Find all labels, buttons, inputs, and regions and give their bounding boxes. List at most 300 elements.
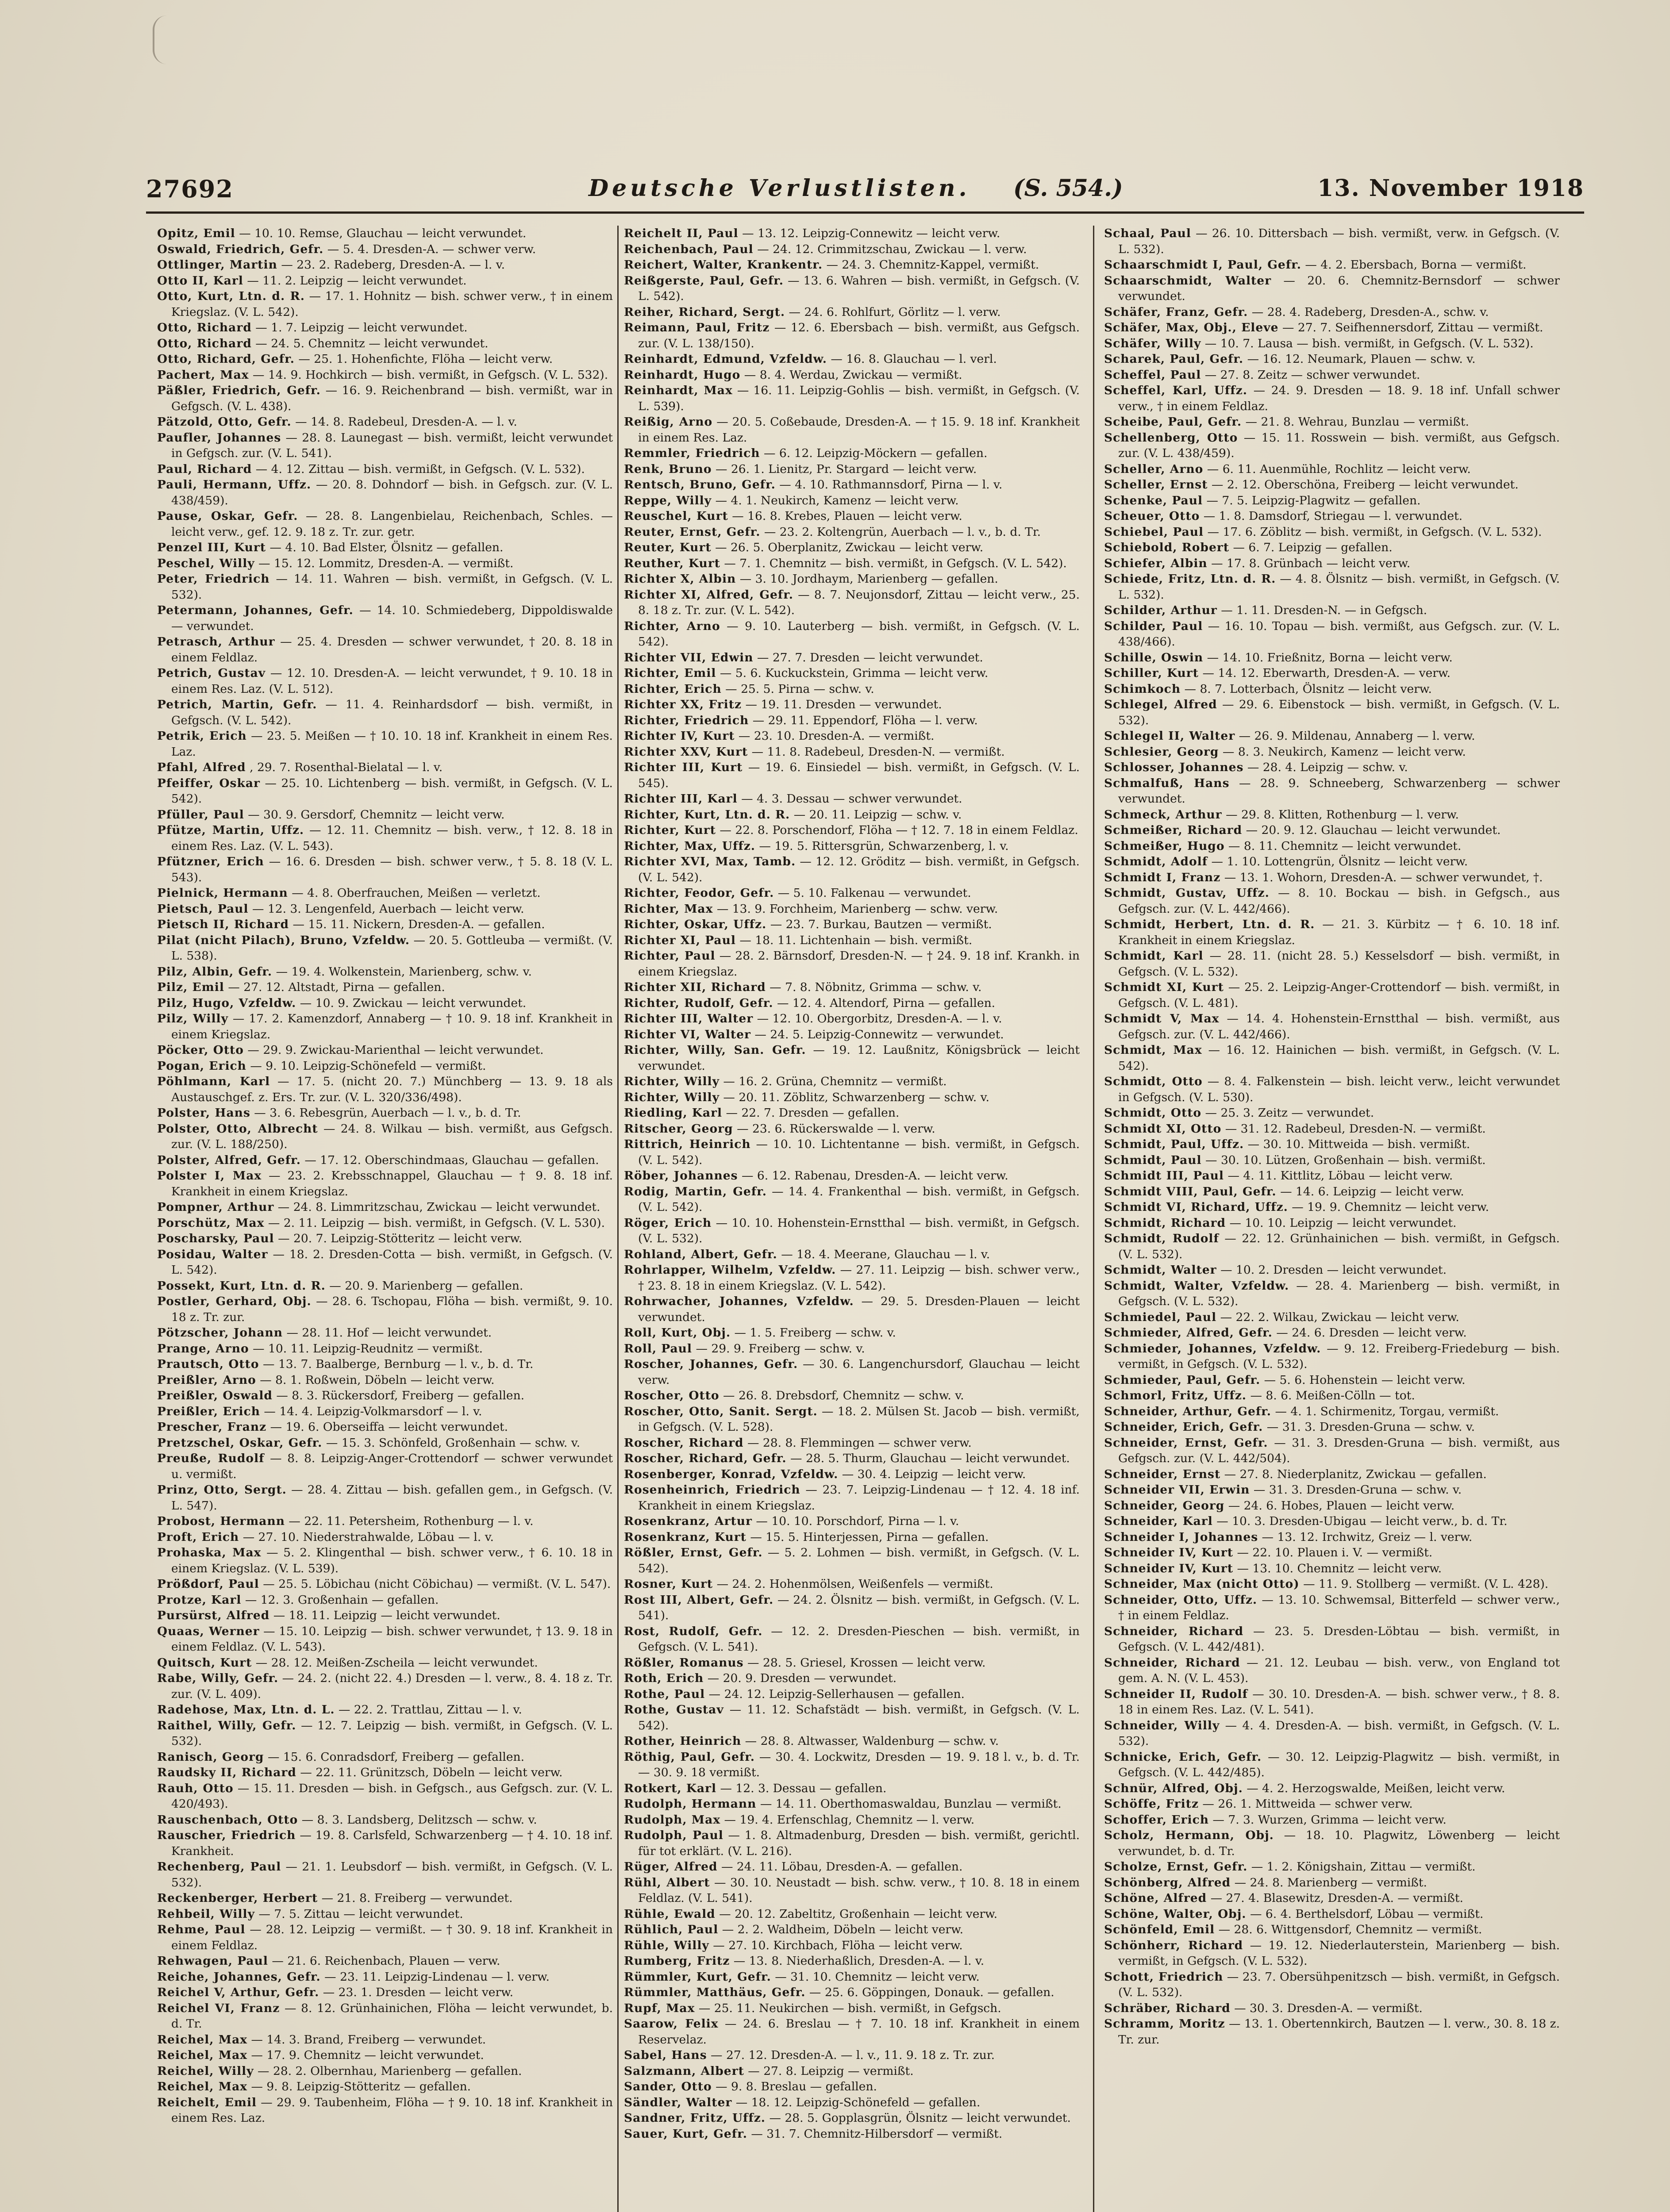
casualty-name: Sändler, Walter	[624, 2095, 732, 2109]
casualty-name: Schneider, Max (nicht Otto)	[1104, 1577, 1300, 1591]
casualty-entry	[624, 2016, 1080, 2047]
casualty-details: — 4. 10. Rathmannsdorf, Pirna — l. v.	[775, 478, 1003, 492]
casualty-entry	[624, 681, 1080, 697]
casualty-details: — 13. 10. Chemnitz — leicht verw.	[1233, 1561, 1442, 1575]
casualty-entry	[624, 2063, 1080, 2079]
casualty-name: Richter VI, Walter	[624, 1027, 751, 1041]
casualty-entry	[1104, 1215, 1560, 1231]
casualty-name: Saarow, Felix	[624, 2017, 719, 2031]
casualty-name: Schellenberg, Otto	[1104, 430, 1238, 445]
casualty-details: — 28. 12. Meißen-Zscheila — leicht verwundet.	[252, 1655, 538, 1670]
casualty-details: — 14. 10. Schmiedeberg, Dippoldiswalde — verwundet.	[171, 603, 613, 633]
casualty-entry	[1104, 665, 1560, 681]
casualty-entry	[624, 618, 1080, 650]
casualty-entry	[157, 571, 613, 603]
casualty-details: — 10. 3. Dresden-Ubigau — leicht verw., b. d. Tr.	[1212, 1514, 1508, 1528]
casualty-entry	[157, 1152, 613, 1168]
casualty-details: — 23. 2. Koltengrün, Auerbach — l. v., b. d. Tr.	[760, 525, 1041, 539]
casualty-entry	[157, 1906, 613, 1922]
casualty-details: — 25. 11. Neukirchen — bish. vermißt, in Gefgsch.	[695, 2001, 1001, 2015]
casualty-details: — 15. 11. Nickern, Dresden-A. — gefallen.	[289, 918, 545, 931]
casualty-entry	[1104, 1231, 1560, 1262]
casualty-name: Richter IV, Kurt	[624, 729, 735, 743]
casualty-name: Remmler, Friedrich	[624, 446, 760, 460]
casualty-entry	[1104, 540, 1560, 556]
casualty-name: Scheller, Arno	[1104, 462, 1204, 476]
casualty-name: Reichel, Max	[157, 2048, 248, 2062]
casualty-entry	[157, 1435, 613, 1451]
column-2	[624, 226, 1080, 2212]
casualty-name: Schönberg, Alfred	[1104, 1875, 1231, 1889]
casualty-details: — 8. 6. Meißen-Cölln — tot.	[1247, 1389, 1415, 1402]
casualty-name: Rumberg, Fritz	[624, 1954, 730, 1968]
casualty-entry	[157, 336, 613, 352]
casualty-name: Richter III, Walter	[624, 1012, 754, 1025]
casualty-name: Roscher, Otto	[624, 1389, 720, 1402]
casualty-entry	[624, 1671, 1080, 1686]
casualty-name: Roscher, Richard	[624, 1436, 744, 1450]
casualty-entry	[624, 461, 1080, 477]
casualty-name: Schmidt, Gustav, Uffz.	[1104, 886, 1270, 900]
casualty-name: Rothe, Paul	[624, 1687, 705, 1701]
casualty-details: — 16. 12. Neumark, Plauen — schw. v.	[1243, 352, 1476, 366]
casualty-details: — 23. 2. Krebsschnappel, Glauchau — † 9. 8. 18 inf. Krankheit in einem Kriegslaz.	[171, 1169, 613, 1198]
casualty-name: Rothe, Gustav	[624, 1703, 724, 1717]
casualty-entry	[1104, 1812, 1560, 1828]
casualty-details: — 24. 6. Hobes, Plauen — leicht verw.	[1224, 1498, 1455, 1513]
casualty-details: — 27. 8. Leipzig — vermißt.	[744, 2064, 914, 2078]
casualty-details: — 24. 8. Wilkau — bish. vermißt, aus Gefgsch. zur. (V. L. 188/250).	[171, 1121, 613, 1151]
casualty-entry	[624, 1513, 1080, 1529]
casualty-name: Pfahl, Alfred	[157, 760, 246, 774]
casualty-name: Opitz, Emil	[157, 227, 235, 240]
casualty-details: — 7. 8. Nöbnitz, Grimma — schw. v.	[766, 980, 982, 994]
casualty-entry	[624, 1404, 1080, 1435]
casualty-name: Schneider, Richard	[1104, 1655, 1240, 1670]
casualty-name: Rohland, Albert, Gefr.	[624, 1247, 777, 1261]
casualty-name: Poscharsky, Paul	[157, 1232, 274, 1245]
page-number: 27692	[146, 175, 234, 203]
casualty-entry	[157, 1828, 613, 1859]
column-divider	[617, 226, 619, 2212]
casualty-details: — 27. 12. Altstadt, Pirna — gefallen.	[224, 980, 445, 994]
casualty-details: — 20. 11. Zöblitz, Schwarzenberg — schw. v.	[719, 1090, 989, 1104]
casualty-name: Reichel V, Arthur, Gefr.	[157, 1985, 319, 1999]
casualty-entry	[624, 1042, 1080, 1074]
casualty-details: — 28. 4. Zittau — bish. gefallen gem., in Gefgsch. (V. L. 547).	[171, 1483, 613, 1513]
casualty-entry	[1104, 807, 1560, 823]
casualty-entry	[624, 1074, 1080, 1090]
casualty-name: Schmeck, Arthur	[1104, 807, 1222, 822]
casualty-entry	[157, 854, 613, 885]
casualty-entry	[624, 1184, 1080, 1215]
casualty-name: Roll, Kurt, Obj.	[624, 1326, 731, 1340]
casualty-name: Roll, Paul	[624, 1341, 693, 1356]
casualty-name: Schaarschmidt I, Paul, Gefr.	[1104, 258, 1301, 272]
casualty-name: Polster, Alfred, Gefr.	[157, 1153, 301, 1167]
casualty-entry	[1104, 1105, 1560, 1121]
casualty-details: — 20. 5. Coßebaude, Dresden-A. — † 15. 9. 18 inf. Krankheit in einem Res. Laz.	[638, 415, 1080, 445]
casualty-details: — 8. 4. Falkenstein — bish. leicht verw., leicht verwundet in Gefgsch. (V. L. 530).	[1118, 1075, 1560, 1104]
casualty-details: — 27. 8. Zeitz — schwer verwundet.	[1201, 368, 1420, 382]
casualty-name: Röger, Erich	[624, 1216, 712, 1230]
casualty-name: Richter, Kurt, Ltn. d. R.	[624, 807, 790, 822]
casualty-entry	[1104, 477, 1560, 493]
casualty-entry	[624, 1953, 1080, 1969]
casualty-name: Richter, Max	[624, 902, 713, 916]
casualty-details: — 23. 6. Rückerswalde — l. verw.	[733, 1121, 935, 1136]
casualty-details: — 25. 1. Hohenfichte, Flöha — leicht verw.	[294, 352, 553, 366]
casualty-entry	[624, 414, 1080, 445]
casualty-details: — 12. 2. Dresden-Pieschen — bish. vermißt, in Gefgsch. (V. L. 541).	[638, 1624, 1080, 1654]
casualty-name: Schnicke, Erich, Gefr.	[1104, 1750, 1262, 1764]
casualty-entry	[624, 257, 1080, 273]
casualty-entry	[1104, 1529, 1560, 1545]
casualty-name: Schneider II, Rudolf	[1104, 1687, 1248, 1701]
casualty-details: — 7. 3. Wurzen, Grimma — leicht verw.	[1209, 1813, 1447, 1827]
casualty-entry	[1104, 1341, 1560, 1372]
casualty-name: Rosenberger, Konrad, Vzfeldw.	[624, 1467, 839, 1481]
casualty-details: — 8. 3. Rückersdorf, Freiberg — gefallen.	[272, 1389, 525, 1402]
casualty-details: — 17. 5. (nicht 20. 7.) Münchberg — 13. 9. 18 als Austauschgef. z. Ers. Tr. zur. (V. L. 320/336/498).	[171, 1075, 613, 1104]
casualty-name: Schönherr, Richard	[1104, 1938, 1243, 1952]
casualty-name: Salzmann, Albert	[624, 2064, 744, 2078]
casualty-entry	[1104, 508, 1560, 524]
casualty-details: — 27. 7. Dresden — leicht verwundet.	[753, 650, 983, 664]
casualty-entry	[624, 1168, 1080, 1184]
casualty-name: Schmidt VI, Richard, Uffz.	[1104, 1200, 1288, 1214]
casualty-name: Schlegel, Alfred	[1104, 698, 1217, 711]
casualty-details: — 28. 6. Wittgensdorf, Chemnitz — vermißt.	[1215, 1923, 1482, 1936]
casualty-details: — 19. 6. Oberseiffa — leicht verwundet.	[266, 1420, 508, 1434]
casualty-name: Rüger, Alfred	[624, 1860, 718, 1874]
casualty-details: — 21. 1. Leubsdorf — bish. vermißt, in Gefgsch. (V. L. 532).	[171, 1860, 613, 1889]
casualty-name: Schneider IV, Kurt	[1104, 1561, 1234, 1575]
casualty-name: Schille, Oswin	[1104, 650, 1204, 664]
casualty-name: Pachert, Max	[157, 368, 249, 382]
casualty-details: — 20. 9. 12. Glauchau — leicht verwundet.	[1242, 823, 1501, 837]
casualty-entry	[157, 603, 613, 634]
casualty-entry	[157, 414, 613, 430]
casualty-details: — 8. 4. Werdau, Zwickau — vermißt.	[740, 368, 962, 382]
casualty-details: — 9. 10. Lauterberg — bish. vermißt, in Gefgsch. (V. L. 542).	[638, 619, 1080, 649]
casualty-details: — 28. 8. Flemmingen — schwer verw.	[743, 1436, 972, 1450]
casualty-details: — 12. 3. Lengenfeld, Auerbach — leicht verw.	[248, 902, 524, 916]
casualty-name: Porschütz, Max	[157, 1216, 265, 1230]
casualty-details: , 29. 7. Rosenthal-Bielatal — l. v.	[246, 760, 443, 774]
casualty-entry	[157, 933, 613, 964]
casualty-name: Petrich, Gustav	[157, 666, 266, 680]
casualty-details: — 28. 2. Bärnsdorf, Dresden-N. — † 24. 9. 18 inf. Krankh. in einem Kriegslaz.	[638, 949, 1080, 979]
casualty-name: Richter XII, Richard	[624, 980, 766, 994]
casualty-name: Schiebold, Robert	[1104, 541, 1230, 554]
casualty-entry	[624, 1325, 1080, 1341]
casualty-entry	[157, 1482, 613, 1513]
casualty-entry	[1104, 1262, 1560, 1278]
casualty-name: Reinhardt, Hugo	[624, 368, 741, 382]
casualty-details: — 19. 8. Carlsfeld, Schwarzenberg — † 4. 10. 18 inf. Krankheit.	[171, 1828, 613, 1858]
casualty-entry	[1104, 776, 1560, 807]
casualty-details: — 13. 1. Obertennkirch, Bautzen — l. verw., 30. 8. 18 z. Tr. zur.	[1118, 2017, 1560, 2047]
casualty-details: — 17. 8. Grünbach — leicht verw.	[1207, 556, 1411, 570]
casualty-name: Scharek, Paul, Gefr.	[1104, 352, 1244, 366]
casualty-entry	[624, 540, 1080, 556]
casualty-entry	[157, 979, 613, 995]
casualty-entry	[624, 1482, 1080, 1513]
casualty-details: — 24. 8. Limmritzschau, Zwickau — leicht verwundet.	[274, 1200, 600, 1214]
casualty-entry	[157, 776, 613, 807]
casualty-entry	[1104, 257, 1560, 273]
casualty-details: — 2. 12. Oberschöna, Freiberg — leicht verwundet.	[1208, 478, 1519, 492]
casualty-name: Pogan, Erich	[157, 1059, 246, 1073]
casualty-details: — 22. 12. Grünhainichen — bish. vermißt, in Gefgsch. (V. L. 532).	[1118, 1232, 1560, 1261]
casualty-entry	[1104, 1467, 1560, 1482]
casualty-entry	[157, 1781, 613, 1812]
casualty-details: — 23. 1. Dresden — leicht verw.	[319, 1985, 514, 1999]
casualty-name: Schmiedel, Paul	[1104, 1310, 1217, 1324]
casualty-entry	[624, 1356, 1080, 1388]
casualty-entry	[1104, 226, 1560, 257]
casualty-details: — 31. 12. Radebeul, Dresden-N. — vermißt.	[1221, 1121, 1486, 1136]
casualty-name: Rehbeil, Willy	[157, 1907, 255, 1921]
casualty-entry	[157, 1922, 613, 1953]
casualty-details: — 28. 6. Tschopau, Flöha — bish. vermißt, 9. 10. 18 z. Tr. zur.	[171, 1294, 613, 1324]
casualty-name: Quaas, Werner	[157, 1624, 260, 1638]
casualty-entry	[1104, 430, 1560, 461]
casualty-details: — 31. 3. Dresden-Gruna — schw. v.	[1250, 1483, 1462, 1497]
casualty-details: — 30. 3. Dresden-A. — vermißt.	[1230, 2001, 1423, 2015]
casualty-name: Richter, Friedrich	[624, 713, 749, 727]
casualty-entry	[157, 1121, 613, 1152]
casualty-details: — 18. 4. Meerane, Glauchau — l. v.	[777, 1247, 990, 1261]
casualty-details: — 2. 2. Waldheim, Döbeln — leicht verw.	[718, 1923, 964, 1936]
casualty-details: — 13. 12. Leipzig-Connewitz — leicht verw.	[738, 227, 1000, 240]
casualty-name: Roscher, Johannes, Gefr.	[624, 1357, 798, 1371]
casualty-details: — 4. 3. Dessau — schwer verwundet.	[737, 792, 962, 806]
casualty-entry	[624, 1938, 1080, 1954]
casualty-name: Peter, Friedrich	[157, 572, 270, 586]
casualty-entry	[1104, 1545, 1560, 1561]
casualty-entry	[157, 917, 613, 933]
casualty-entry	[624, 791, 1080, 807]
casualty-name: Reckenberger, Herbert	[157, 1891, 318, 1905]
casualty-entry	[624, 1655, 1080, 1671]
casualty-entry	[1104, 1875, 1560, 1891]
casualty-entry	[624, 1702, 1080, 1733]
casualty-entry	[624, 1027, 1080, 1043]
casualty-details: — 24. 3. Chemnitz-Kappel, vermißt.	[823, 258, 1039, 272]
casualty-entry	[624, 1576, 1080, 1592]
casualty-name: Rodig, Martin, Gefr.	[624, 1184, 767, 1198]
casualty-details: — 13. 7. Baalberge, Bernburg — l. v., b. d. Tr.	[259, 1357, 534, 1371]
casualty-name: Renk, Bruno	[624, 462, 712, 476]
casualty-details: — 1. 8. Altmadenburg, Dresden — bish. vermißt, gerichtl. für tot erklärt. (V. L. 216).	[638, 1828, 1080, 1858]
casualty-details: — 6. 12. Rabenau, Dresden-A. — leicht verw.	[738, 1169, 1008, 1183]
casualty-details: — 13. 8. Niederhaßlich, Dresden-A. — l. v.	[730, 1954, 985, 1968]
casualty-details: — 28. 9. Schneeberg, Schwarzenberg — schwer verwundet.	[1118, 776, 1560, 806]
casualty-details: — 3. 10. Jordhaym, Marienberg — gefallen.	[736, 572, 998, 586]
casualty-name: Richter X, Albin	[624, 572, 736, 586]
casualty-entry	[157, 1199, 613, 1215]
casualty-details: — 20. 5. Gottleuba — vermißt. (V. L. 538).	[171, 933, 613, 963]
casualty-details: — 17. 9. Chemnitz — leicht verwundet.	[247, 2048, 484, 2062]
casualty-name: Oswald, Friedrich, Gefr.	[157, 242, 324, 256]
casualty-entry	[157, 556, 613, 572]
casualty-name: Richter XXV, Kurt	[624, 745, 748, 759]
casualty-details: — 22. 8. Porschendorf, Flöha — † 12. 7. 18 in einem Feldlaz.	[716, 823, 1078, 837]
casualty-details: — 13. 6. Wahren — bish. vermißt, in Gefgsch. (V. L. 542).	[638, 273, 1080, 303]
casualty-details: — 5. 6. Kuckuckstein, Grimma — leicht verw.	[716, 666, 989, 680]
casualty-name: Rühle, Ewald	[624, 1907, 716, 1921]
casualty-details: — 19. 6. Einsiedel — bish. vermißt, in Gefgsch. (V. L. 545).	[638, 760, 1080, 790]
casualty-name: Schäfer, Franz, Gefr.	[1104, 305, 1248, 319]
casualty-name: Reichel, Max	[157, 2080, 248, 2093]
casualty-entry	[1104, 320, 1560, 336]
casualty-details: — 29. 5. Dresden-Plauen — leicht verwundet.	[638, 1294, 1080, 1324]
column-divider	[1093, 226, 1094, 2212]
casualty-entry	[624, 1624, 1080, 1655]
casualty-details: — 13. 9. Forchheim, Marienberg — schw. verw.	[713, 902, 998, 916]
casualty-name: Probost, Hermann	[157, 1514, 285, 1528]
casualty-name: Schmidt V, Max	[1104, 1012, 1220, 1025]
casualty-entry	[1104, 1890, 1560, 1906]
casualty-entry	[624, 1215, 1080, 1247]
casualty-name: Reichelt II, Paul	[624, 227, 739, 240]
casualty-entry	[157, 1545, 613, 1576]
casualty-entry	[157, 1765, 613, 1781]
casualty-entry	[1104, 1011, 1560, 1042]
casualty-name: Pauli, Hermann, Uffz.	[157, 478, 312, 492]
casualty-details: — 27. 11. Leipzig — bish. schwer verw., † 23. 8. 18 in einem Kriegslaz. (V. L. 542).	[638, 1263, 1080, 1293]
casualty-name: Richter, Arno	[624, 619, 720, 633]
casualty-name: Rümmler, Matthäus, Gefr.	[624, 1985, 806, 1999]
casualty-details: — 14. 11. Wahren — bish. vermißt, in Gefgsch. (V. L. 532).	[171, 572, 613, 602]
casualty-name: Schmidt XI, Otto	[1104, 1121, 1222, 1136]
casualty-name: Prange, Arno	[157, 1341, 249, 1356]
casualty-details: — 27. 12. Dresden-A. — l. v., 11. 9. 18 z. Tr. zur.	[707, 2048, 995, 2062]
casualty-name: Richter, Erich	[624, 682, 722, 696]
casualty-details: — 23. 7. Obersühpenitzsch — bish. vermißt, in Gefgsch. (V. L. 532).	[1118, 1970, 1560, 1999]
casualty-details: — 30. 9. Gersdorf, Chemnitz — leicht verw.	[244, 807, 505, 822]
casualty-details: — 24. 6. Breslau — † 7. 10. 18 inf. Krankheit in einem Reservelaz.	[638, 2017, 1080, 2047]
casualty-entry	[157, 320, 613, 336]
casualty-name: Pretzschel, Oskar, Gefr.	[157, 1436, 323, 1450]
casualty-entry	[157, 540, 613, 556]
casualty-entry	[624, 1529, 1080, 1545]
casualty-name: Schneider, Arthur, Gefr.	[1104, 1404, 1272, 1418]
casualty-details: — 26. 1. Lienitz, Pr. Stargard — leicht verw.	[712, 462, 977, 476]
casualty-details: — 25. 2. Leipzig-Anger-Crottendorf — bish. vermißt, in Gefgsch. (V. L. 481).	[1118, 980, 1560, 1010]
casualty-details: — 15. 12. Lommitz, Dresden-A. — vermißt.	[254, 556, 514, 570]
casualty-name: Schräber, Richard	[1104, 2001, 1231, 2015]
casualty-entry	[157, 1451, 613, 1482]
casualty-details: — 20. 9. Dresden — verwundet.	[704, 1671, 897, 1685]
casualty-name: Schaal, Paul	[1104, 227, 1191, 240]
casualty-details: — 4. 8. Ölsnitz — bish. vermißt, in Gefgsch. (V. L. 532).	[1118, 572, 1560, 602]
casualty-name: Preißler, Arno	[157, 1373, 256, 1387]
casualty-entry	[624, 995, 1080, 1011]
casualty-entry	[157, 2001, 613, 2032]
casualty-entry	[624, 2126, 1080, 2142]
casualty-name: Richter, Rudolf, Gefr.	[624, 996, 773, 1010]
casualty-details: — 18. 2. Mülsen St. Jacob — bish. vermißt, in Gefgsch. (V. L. 528).	[638, 1404, 1080, 1434]
casualty-name: Schäfer, Max, Obj., Eleve	[1104, 321, 1279, 334]
casualty-name: Schilder, Paul	[1104, 619, 1203, 633]
casualty-entry	[1104, 1199, 1560, 1215]
casualty-name: Rupf, Max	[624, 2001, 695, 2015]
casualty-name: Petrik, Erich	[157, 729, 247, 743]
casualty-entry	[624, 838, 1080, 854]
casualty-entry	[624, 760, 1080, 791]
casualty-entry	[624, 1011, 1080, 1027]
casualty-details: — 18. 12. Leipzig-Schönefeld — gefallen.	[732, 2095, 981, 2109]
casualty-name: Richter, Oskar, Uffz.	[624, 918, 767, 931]
casualty-name: Quitsch, Kurt	[157, 1655, 252, 1670]
casualty-name: Rümmler, Kurt, Gefr.	[624, 1970, 771, 1984]
casualty-details: — 7. 5. Leipzig-Plagwitz — gefallen.	[1203, 493, 1421, 507]
casualty-details: — 8. 3. Landsberg, Delitzsch — schw. v.	[298, 1813, 537, 1827]
casualty-entry	[1104, 1435, 1560, 1467]
casualty-entry	[1104, 1781, 1560, 1797]
casualty-name: Scheibe, Paul, Gefr.	[1104, 415, 1242, 429]
casualty-details: — 12. 11. Chemnitz — bish. verw., † 12. 8. 18 in einem Res. Laz. (V. L. 543).	[171, 823, 613, 853]
casualty-details: — 26. 8. Drebsdorf, Chemnitz — schw. v.	[719, 1389, 964, 1402]
casualty-name: Rost III, Albert, Gefr.	[624, 1593, 774, 1607]
casualty-details: — 10. 2. Dresden — leicht verwundet.	[1216, 1263, 1447, 1277]
casualty-details: — 17. 1. Hohnitz — bish. schwer verw., † in einem Kriegslaz. (V. L. 542).	[171, 289, 613, 319]
casualty-name: Postler, Gerhard, Obj.	[157, 1294, 312, 1308]
pencil-mark	[153, 15, 167, 64]
casualty-name: Raudsky II, Richard	[157, 1766, 296, 1779]
casualty-entry	[157, 461, 613, 477]
casualty-details: — 28. 11. (nicht 28. 5.) Kesselsdorf — bish. vermißt, in Gefgsch. (V. L. 532).	[1118, 949, 1560, 979]
casualty-name: Pöhlmann, Karl	[157, 1075, 270, 1088]
casualty-details: — 31. 3. Dresden-Gruna — bish. vermißt, aus Gefgsch. zur. (V. L. 442/504).	[1118, 1436, 1560, 1465]
casualty-name: Sander, Otto	[624, 2080, 712, 2093]
casualty-name: Schoffer, Erich	[1104, 1813, 1209, 1827]
casualty-entry	[1104, 1168, 1560, 1184]
casualty-name: Reiher, Richard, Sergt.	[624, 305, 785, 319]
casualty-name: Richter, Max, Uffz.	[624, 839, 756, 853]
casualty-details: — 16. 6. Dresden — bish. schwer verw., † 5. 8. 18 (V. L. 543).	[171, 855, 613, 884]
casualty-entry	[1104, 524, 1560, 540]
casualty-entry	[1104, 822, 1560, 838]
casualty-details: — 20. 12. Zabeltitz, Großenhain — leicht verw.	[715, 1907, 998, 1921]
casualty-entry	[624, 713, 1080, 729]
casualty-entry	[624, 1467, 1080, 1482]
casualty-name: Rosner, Kurt	[624, 1577, 713, 1591]
casualty-details: — 4. 11. Kittlitz, Löbau — leicht verw.	[1224, 1169, 1453, 1183]
casualty-name: Reimann, Paul, Fritz	[624, 321, 770, 334]
casualty-name: Reuther, Kurt	[624, 556, 720, 570]
casualty-entry	[1104, 556, 1560, 572]
casualty-details: — 28. 11. Hof — leicht verwundet.	[283, 1326, 492, 1340]
casualty-details: — 14. 11. Oberthomaswaldau, Bunzlau — vermißt.	[756, 1797, 1062, 1811]
casualty-entry	[157, 1278, 613, 1294]
casualty-details: — 11. 8. Radebeul, Dresden-N. — vermißt.	[748, 745, 1005, 759]
casualty-entry	[624, 2079, 1080, 2095]
casualty-entry	[1104, 728, 1560, 744]
casualty-entry	[1104, 854, 1560, 870]
casualty-entry	[157, 1953, 613, 1969]
casualty-entry	[1104, 1796, 1560, 1812]
casualty-name: Schramm, Moritz	[1104, 2017, 1225, 2031]
casualty-details: — 24. 2. (nicht 22. 4.) Dresden — l. verw., 8. 4. 18 z. Tr. zur. (V. L. 409).	[171, 1671, 613, 1701]
casualty-name: Schöne, Walter, Obj.	[1104, 1907, 1247, 1921]
casualty-name: Reichel VI, Franz	[157, 2001, 280, 2015]
casualty-details: — 25. 5. Pirna — schw. v.	[721, 682, 874, 696]
casualty-details: — 6. 11. Auenmühle, Rochlitz — leicht verw.	[1203, 462, 1471, 476]
